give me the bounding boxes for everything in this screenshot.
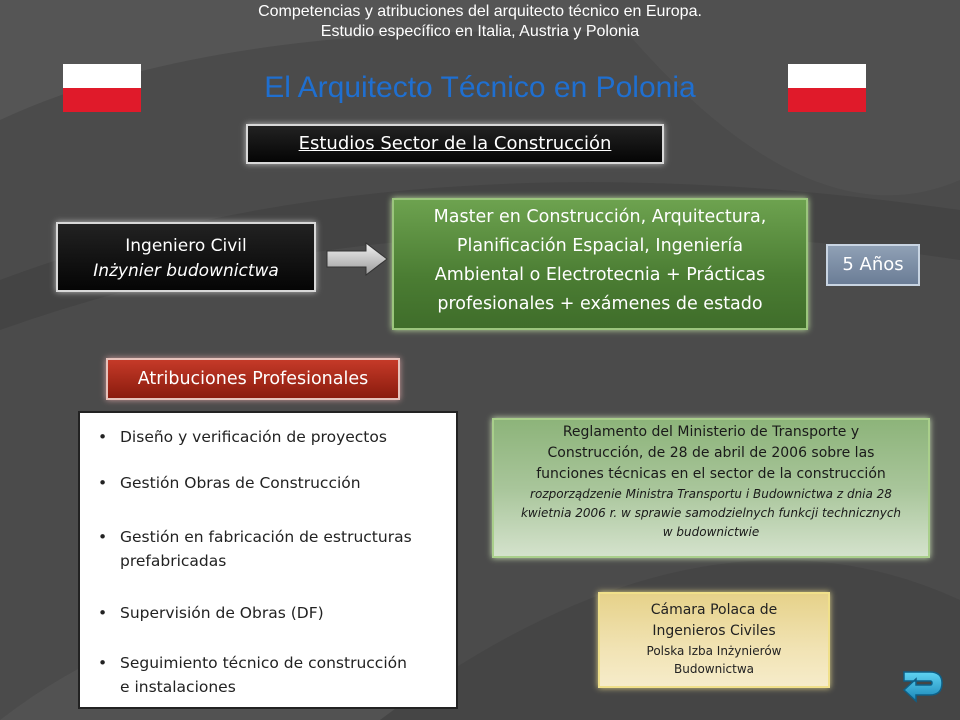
reglamento-box (492, 418, 930, 558)
list-item-text-continued: prefabricadas (120, 552, 227, 570)
poland-flag-icon-left (63, 64, 141, 112)
master-line-1: Master en Construcción, Arquitectura, (433, 207, 767, 227)
master-box (392, 198, 808, 330)
studies-header: Estudios Sector de la Construcción (246, 124, 664, 164)
camara-line-1: Cámara Polaca de (650, 602, 778, 618)
list-item (98, 425, 440, 449)
atribuciones-header: Atribuciones Profesionales (106, 358, 400, 400)
list-item (98, 471, 440, 495)
header-line-2: Estudio específico en Italia, Austria y Polonia (320, 23, 640, 40)
camara-polish-2: Budownictwa (673, 662, 755, 676)
flag-red-stripe (63, 88, 141, 112)
ingeniero-title: Ingeniero Civil (125, 236, 247, 256)
camara-box (598, 592, 830, 688)
ingeniero-box (56, 222, 316, 292)
master-line-2: Planificación Espacial, Ingeniería (456, 236, 744, 256)
years-badge: 5 Años (826, 244, 920, 286)
master-line-4: profesionales + exámenes de estado (437, 294, 763, 314)
camara-line-2: Ingenieros Civiles (652, 623, 776, 639)
camara-polish-1: Polska Izba Inżynierów (646, 644, 782, 658)
list-item-text: Gestión Obras de Construcción (120, 474, 361, 492)
flag-white-stripe (63, 64, 141, 88)
bullet-icon: • (98, 528, 108, 546)
bullet-icon: • (98, 474, 108, 492)
list-item-text: Gestión en fabricación de estructuras (120, 528, 412, 546)
reglamento-polish-1: rozporządzenie Ministra Transportu i Budownictwa z dnia 28 (530, 487, 892, 501)
list-item (98, 525, 440, 573)
list-item-text-continued: e instalaciones (120, 678, 236, 696)
reglamento-line-1: Reglamento del Ministerio de Transporte y (562, 424, 860, 440)
reglamento-line-2: Construcción, de 28 de abril de 2006 sobre las (547, 445, 875, 461)
reglamento-polish-2: kwietnia 2006 r. w sprawie samodzielnych funkcji technicznych (520, 506, 902, 520)
reglamento-line-3: funciones técnicas en el sector de la construcción (536, 466, 886, 482)
right-arrow-icon (326, 242, 388, 276)
list-item-text: Diseño y verificación de proyectos (120, 428, 387, 446)
list-item (98, 651, 440, 699)
header-line-1: Competencias y atribuciones del arquitecto técnico en Europa. (258, 3, 702, 20)
reglamento-polish-3: w budownictwie (662, 525, 760, 539)
list-item-text: Supervisión de Obras (DF) (120, 604, 324, 622)
page-title: El Arquitecto Técnico en Polonia (264, 71, 696, 104)
return-arrow-icon[interactable] (900, 664, 946, 704)
bullet-icon: • (98, 604, 108, 622)
master-line-3: Ambiental o Electrotecnia + Prácticas (434, 265, 766, 285)
ingeniero-polish-name: Inżynier budownictwa (93, 261, 279, 281)
ingeniero-subtitle (58, 259, 314, 284)
bullet-icon: • (98, 428, 108, 446)
list-item-text: Seguimiento técnico de construcción (120, 654, 407, 672)
bullet-icon: • (98, 654, 108, 672)
atribuciones-list (78, 411, 458, 709)
list-item (98, 601, 440, 625)
header-text (0, 2, 960, 42)
